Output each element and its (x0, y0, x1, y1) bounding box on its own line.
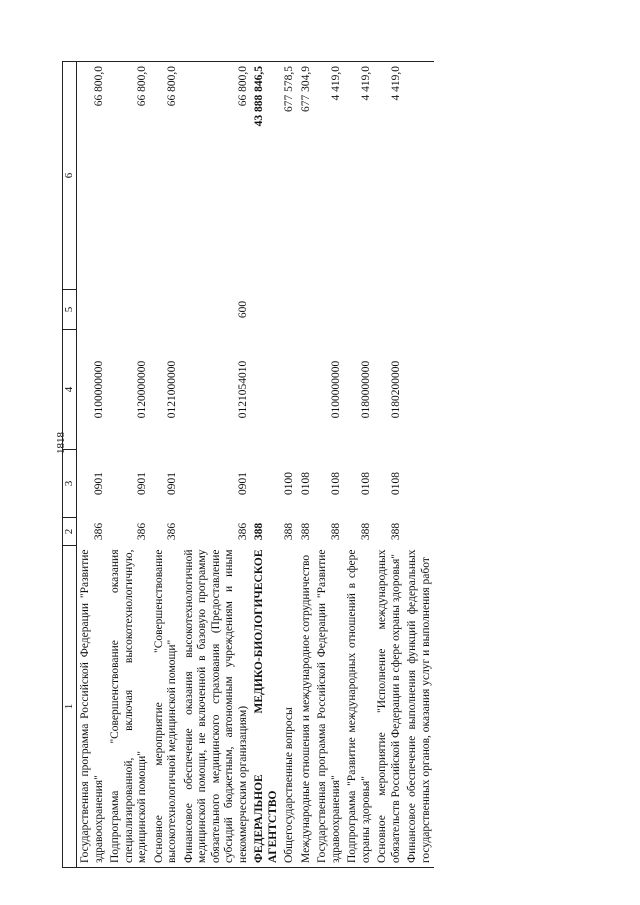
row-section: 0100 (283, 472, 295, 495)
row-target: 0180200000 (389, 360, 402, 419)
row-section: 0108 (389, 472, 402, 495)
row-amount: 66 800,0 (151, 62, 181, 290)
row-name: ФЕДЕРАЛЬНОЕ МЕДИКО-БИОЛОГИЧЕСКОЕ АГЕНТСТВО (251, 546, 281, 868)
page-number: 1818 (55, 432, 67, 454)
table-row (251, 62, 281, 868)
header-col-4: 4 (63, 330, 77, 450)
row-amount: 66 800,0 (181, 62, 252, 290)
row-type (77, 290, 108, 330)
header-col-2: 2 (63, 518, 77, 546)
row-section: 0901 (92, 472, 105, 495)
table-row (151, 62, 181, 868)
row-amount: 4 419,0 (344, 62, 374, 290)
row-target: 0120000000 (136, 360, 148, 419)
row-code: 386 (236, 522, 249, 541)
row-type (151, 290, 181, 330)
row-code: 388 (299, 522, 312, 541)
row-amount: 43 888 846,5 (251, 62, 281, 290)
table-row (374, 62, 404, 868)
row-name: Общегосударственные вопросы (281, 546, 298, 868)
row-target: 0121000000 (166, 360, 178, 419)
row-code (404, 518, 434, 546)
row-section: 0108 (329, 472, 342, 495)
row-code: 386 (136, 522, 148, 541)
table-row (298, 62, 315, 868)
row-type (281, 290, 298, 330)
row-code: 388 (253, 522, 265, 541)
table-row (281, 62, 298, 868)
row-name: Подпрограмма "Развитие международных отношений в сфере охраны здоровья" (344, 546, 374, 868)
header-col-1: 1 (63, 546, 77, 868)
row-code: 386 (166, 522, 178, 541)
row-name: Подпрограмма "Совершенствование оказания специализированной, включая высокотехнологичную, медицинской помощи" (107, 546, 151, 868)
row-target (298, 330, 315, 450)
row-code: 388 (389, 522, 402, 541)
table-row (404, 62, 434, 868)
row-target: 0180000000 (359, 360, 372, 419)
row-section: 0901 (236, 472, 249, 495)
row-name: Финансовое обеспечение оказания высокотехнологичной медицинской помощи, не включенной в базовую программу обязательного медицинского страхования (Предоставление субсидий бюджетным, автономным учреждениям и иным некоммерческим организациям) (181, 546, 252, 868)
row-amount: 677 578,5 (281, 62, 298, 290)
row-code: 388 (359, 522, 372, 541)
row-target: 0100000000 (329, 360, 342, 419)
row-amount: 66 800,0 (107, 62, 151, 290)
row-code: 386 (92, 522, 105, 541)
row-type (298, 290, 315, 330)
row-section: 0901 (136, 472, 148, 495)
row-amount: 4 419,0 (314, 62, 344, 290)
row-code: 388 (283, 522, 295, 541)
row-name: Основное мероприятие "Совершенствование высокотехнологичной медицинской помощи" (151, 546, 181, 868)
row-amount: 4 419,0 (374, 62, 404, 290)
row-target (281, 330, 298, 450)
row-target: 0121054010 (236, 360, 249, 419)
row-section: 0901 (166, 472, 178, 495)
row-section: 0108 (299, 472, 312, 495)
row-type (314, 290, 344, 330)
budget-table (62, 61, 434, 868)
row-amount: 677 304,9 (298, 62, 315, 290)
row-type (251, 290, 281, 330)
header-col-6: 6 (63, 62, 77, 290)
row-amount: 66 800,0 (77, 62, 108, 290)
row-name: Международные отношения и международное сотрудничество (298, 546, 315, 868)
row-name: Основное мероприятие "Исполнение международных обязательств Российской Федерации в сфере охраны здоровья" (374, 546, 404, 868)
table-row (344, 62, 374, 868)
row-target (404, 330, 434, 450)
row-type: 600 (236, 300, 249, 319)
row-type (404, 290, 434, 330)
row-name: Государственная программа Российской Федерации "Развитие здравоохранения" (77, 546, 108, 868)
row-type (107, 290, 151, 330)
header-col-3: 3 (63, 450, 77, 518)
row-name: Финансовое обеспечение выполнения функций федеральных государственных органов, оказания услуг и выполнения работ (404, 546, 434, 868)
row-target (251, 330, 281, 450)
table-row (107, 62, 151, 868)
row-target: 0100000000 (92, 360, 105, 419)
row-type (374, 290, 404, 330)
row-name: Государственная программа Российской Федерации "Развитие здравоохранения" (314, 546, 344, 868)
table-row (77, 62, 108, 868)
row-code: 388 (329, 522, 342, 541)
table-row (181, 62, 252, 868)
row-section (404, 450, 434, 518)
header-col-5: 5 (63, 290, 77, 330)
row-section: 0108 (359, 472, 372, 495)
rotated-table-wrapper (62, 62, 524, 868)
table-header-row (63, 62, 77, 868)
row-section (251, 450, 281, 518)
row-type (344, 290, 374, 330)
row-amount (404, 62, 434, 290)
table-row (314, 62, 344, 868)
